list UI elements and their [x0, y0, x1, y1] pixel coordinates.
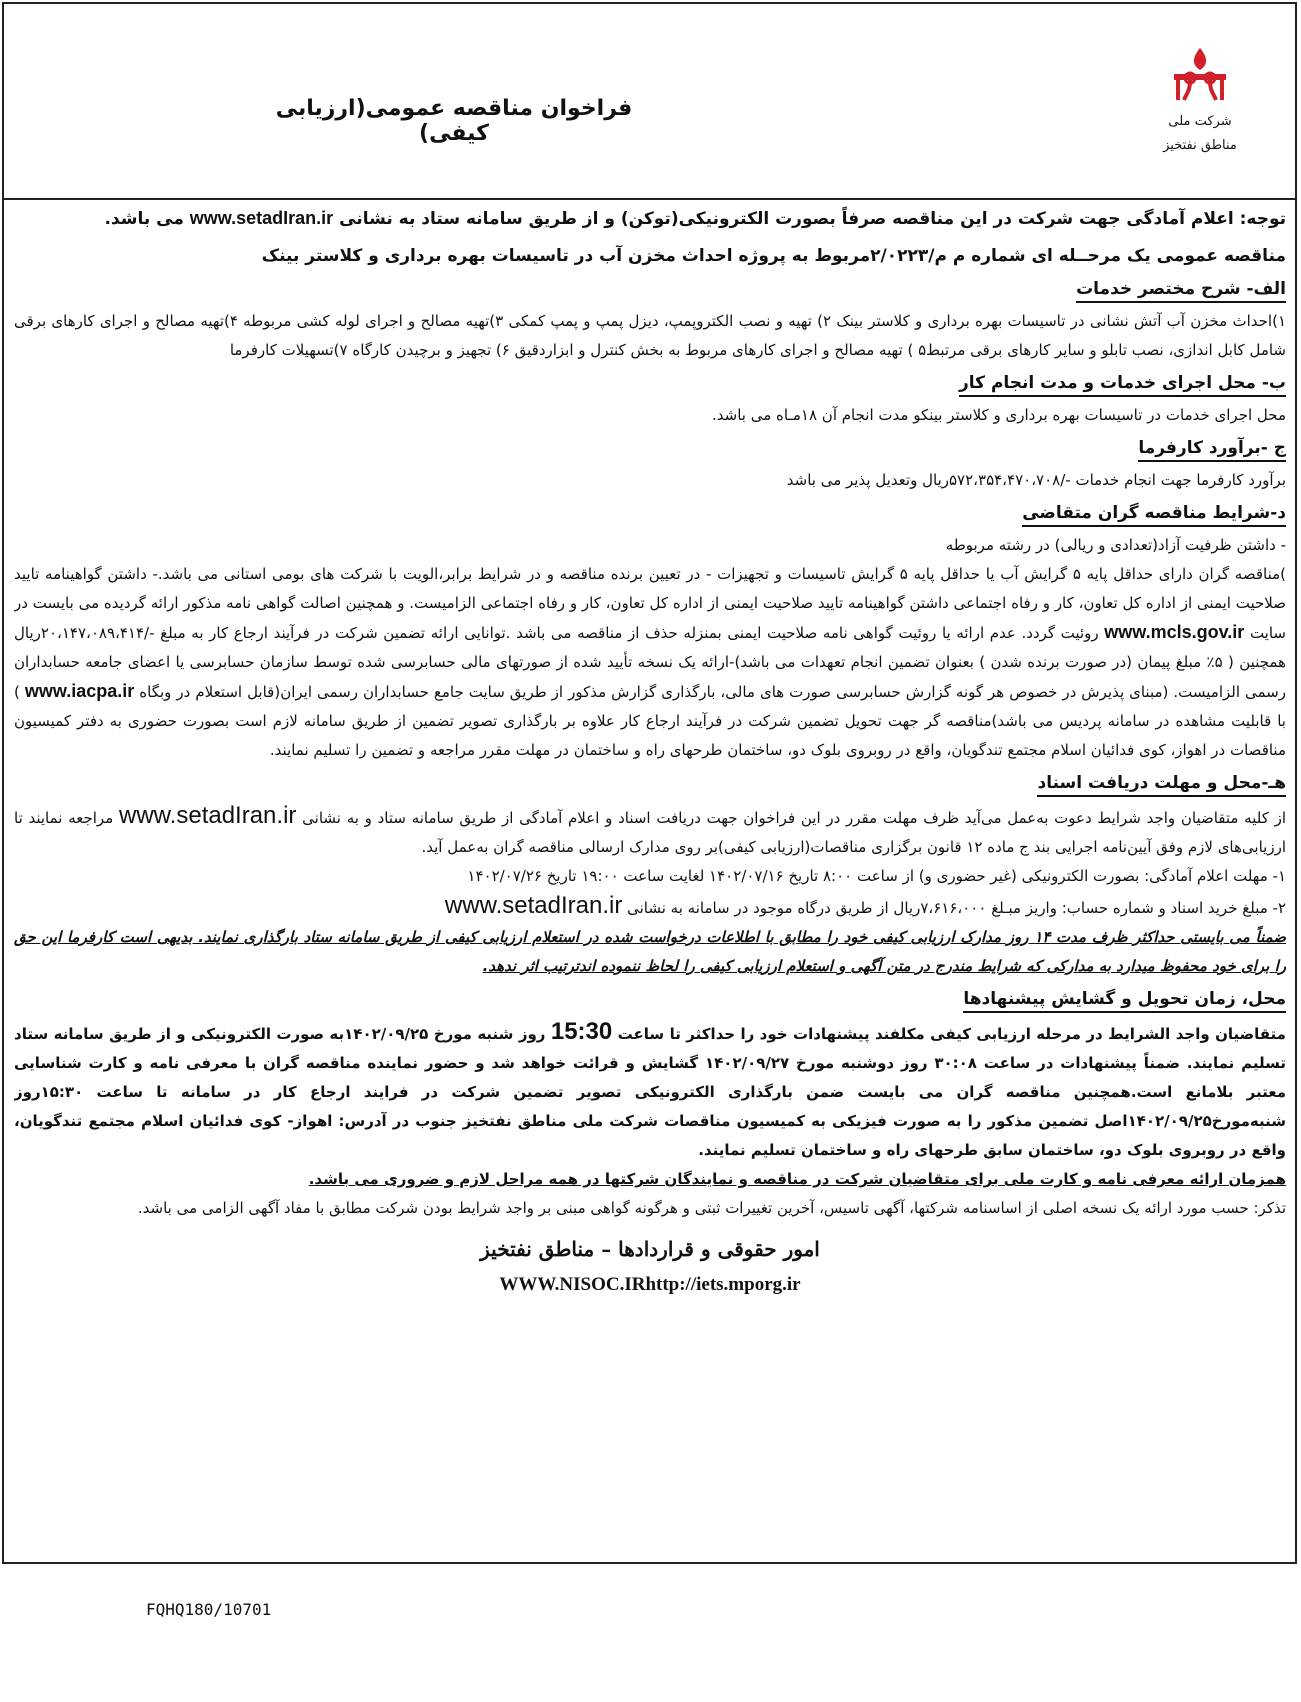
section-d-paragraph: )مناقصه گران دارای حداقل پایه ۵ گرایش آب یا حداقل پایه ۵ گرایش تاسیسات و تجهیزات - در تعیین برنده مناقصه و در شرایط برابر،الویت با شرکت های بومی استانی می باشد.- داشتن گواهینامه تایید صلاحیت ایمنی از اداره کل تعاون، کار و رفاه اجتماعی داشتن گواهینامه تایید صلاحیت ایمنی از اداره کل تعاون، کار و رفاه اجتماعی الزامیست. و همچنین اصالت گواهی نامه مذکور ارائه گردیده می بایست در سایت www.mcls.gov.ir روئیت گردد. عدم ارائه یا روئیت گواهی نامه صلاحیت ایمنی بمنزله حذف از مناقصه می باشد .توانایی ارائه تضمین شرکت در فرآیند ارجاع کار به مبلغ -/۲۰،۱۴۷،۰۸۹،۴۱۴ریال همچنین ( ۵٪ مبلغ پیمان (در صورت برنده شدن ) بعنوان تضمین انجام تعهدات می باشد)-ارائه یک نسخه تأیید شده از صورتهای مالی حسابرسی شده توسط سازمان حسابرسی یا اعضای جامعه حسابداران رسمی الزامیست. (مبنای پذیرش در خصوص هر گونه گزارش حسابرسی صورت های مالی، بارگذاری گزارش مذکور از طریق سایت جامع حسابداران رسمی ایران(قابل استعلام در وبگاه www.iacpa.ir ) با قابلیت مشاهده در سامانه پردیس می باشد)مناقصه گر جهت تحویل تضمین شرکت در فرآیند ارجاع کار علاوه بر بارگذاری تصویر تضمین از طریق سامانه لازم است بصورت حضوری به دفتر کمیسیون مناقصات در اهواز، کوی فدائیان اسلام مجتمع تندگویان، واقع در روبروی بلوک دو، ساختمان طرحهای راه و ساختمان در مهلت مقرر مراجعه و تضمین را تسلیم نمایند.: [14, 565, 1286, 759]
footer-websites[interactable]: WWW.NISOC.IRhttp://iets.mporg.ir: [499, 1274, 801, 1295]
setad-link-3[interactable]: www.setadIran.ir: [444, 892, 623, 919]
section-c-text: برآورد کارفرما جهت انجام خدمات -/۵۷۲،۳۵۴،۴۷۰،۷۰۸ریال وتعدیل پذیر می باشد: [786, 471, 1286, 489]
document-code: FQHQ180/10701: [146, 1600, 272, 1619]
id-card-note: همزمان ارائه معرفی نامه و کارت ملی برای متقاضیان شرکت در مناقصه و نمایندگان شرکتها در همه مراحل لازم و ضروری می باشد.: [308, 1170, 1286, 1188]
tender-notice-frame: [2, 2, 1297, 1564]
iacpa-link[interactable]: www.iacpa.ir: [24, 681, 135, 701]
section-d-line1: - داشتن ظرفیت آزاد(تعدادی و ریالی) در رشته مربوطه: [945, 536, 1286, 554]
section-e-heading: هـ-محل و مهلت دریافت اسناد: [1037, 771, 1286, 797]
company-logo: [1145, 44, 1255, 158]
section-e-item-1: ۱- مهلت اعلام آمادگی: بصورت الکترونیکی (غیر حضوری و) از ساعت ۸:۰۰ تاریخ ۱۴۰۲/۰۷/۱۶ لغایت ساعت ۱۹:۰۰ تاریخ ۱۴۰۲/۰۷/۲۶: [467, 867, 1286, 885]
section-b-heading: ب- محل اجرای خدمات و مدت انجام کار: [959, 371, 1286, 397]
section-a-text: ۱)احداث مخزن آب آتش نشانی در تاسیسات بهره برداری و کلاستر بینک ۲) تهیه و نصب الکتروپمپ، دیزل پمپ و پمپ کمکی ۳)تهیه مصالح و اجرای لوله کشی مربوطه ۴)تهیه مصالح و اجرای کارهای برقی شامل کابل اندازی، نصب تابلو و سایر کارهای برقی مرتبط۵ ) تهیه مصالح و اجرای کارهای مربوط به بخش کنترل و ابزاردقیق ۶) تجهیز و برچیدن کارگاه ۷)تسهیلات کارفرما: [14, 312, 1286, 359]
notice-body: [14, 204, 1286, 1564]
logo-line-1: شرکت ملی: [1168, 114, 1232, 129]
reminder-note: تذکر: حسب مورد ارائه یک نسخه اصلی از اساسنامه شرکتها، آگهی تاسیس، آخرین تغییرات ثبتی و هرگونه گواهی مبنی بر واجد شرایط بودن شرکت مطابق با مفاد آگهی الزامی می باشد.: [137, 1199, 1286, 1217]
mcls-link[interactable]: www.mcls.gov.ir: [1104, 622, 1245, 642]
section-f-paragraph: متقاضیان واجد الشرایط در مرحله ارزیابی کیفی مکلفند پیشنهادات خود را حداکثر تا ساعت 15:30 روز شنبه مورخ ۱۴۰۲/۰۹/۲۵به صورت الکترونیکی و از طریق سامانه ستاد تسلیم نمایند. ضمناً پیشنهادات در ساعت ۳۰:۰۸ روز دوشنبه مورخ ۱۴۰۲/۰۹/۲۷ گشایش و قرائت خواهد شد و حضور نماینده مناقصه گران با معرفی نامه و کارت شناسایی معتبر بلامانع است.همچنین مناقصه گران می بایست ضمن بارگذاری الکترونیکی تصویر تضمین شرکت در فرایند ارجاع کار در سامانه تا ساعت ۱۵:۳۰روز شنبه‌مورخ۱۴۰۲/۰۹/۲۵اصل تضمین مذکور را به صورت فیزیکی به کمیسیون مناقصات شرکت ملی مناطق نفتخیز جنوب در آدرس: اهواز- کوی فدائیان اسلام مجتمع تندگویان، واقع در روبروی بلوک دو، ساختمان سابق طرحهای راه و ساختمان تسلیم نمایند.: [14, 1018, 1286, 1159]
section-c-heading: ج -برآورد کارفرما: [1138, 436, 1286, 462]
electronic-notice: توجه: اعلام آمادگی جهت شرکت در این مناقصه صرفاً بصورت الکترونیکی(توکن) و از طریق سامانه ستاد به نشانی www.setadIran.ir می باشد.: [104, 208, 1286, 229]
section-e-item-2: ۲- مبلغ خرید اسناد و شماره حساب: واریز مبـلغ ۷،۶۱۶،۰۰۰ریال از طریق درگاه موجود در سامانه به نشانی www.setadIran.ir: [444, 892, 1286, 919]
tender-title: مناقصه عمومی یک مرحــله ای شماره م م/۲/۰۲۲۳مربوط به پروژه احداث مخزن آب در تاسیسات بهره برداری و کلاستر بینک: [261, 246, 1286, 266]
section-e-paragraph: از کلیه متقاضیان واجد شرایط دعوت به‌عمل می‌آید ظرف مهلت مقرر در این فراخوان جهت دریافت اسناد و اعلام آمادگی از طریق سامانه ستاد و به نشانی www.setadIran.ir مراجعه نمایند تا ارزیابی‌های لازم وفق آیین‌نامه اجرایی بند ج ماده ۱۲ قانون برگزاری مناقصات(ارزیابی کیفی)بر روی مدارک ارسالی مناقصه گران به‌عمل آید.: [14, 802, 1286, 856]
nisoc-flame-logo-icon: [1160, 44, 1240, 104]
section-b-text: محل اجرای خدمات در تاسیسات بهره برداری و کلاستر بینکو مدت انجام آن ۱۸مـاه می باشد.: [712, 406, 1286, 424]
deadline-time: 15:30: [550, 1018, 613, 1045]
setad-link[interactable]: www.setadIran.ir: [189, 208, 334, 228]
section-d-heading: د-شرایط مناقصه گران متقاضی: [1022, 501, 1286, 527]
setad-link-2[interactable]: www.setadIran.ir: [119, 802, 297, 829]
notice-header: [4, 4, 1295, 200]
section-e-note: ضمناً می بایستی حداکثر ظرف مدت ۱۴ روز مدارک ارزیابی کیفی خود را مطابق با اطلاعات درخواست شده در استعلام ارزیابی کیفی از طریق سامانه ستاد بارگذاری نمایند. بدیهی است کارفرما این حق را برای خود محفوظ میدارد به مدارکی که شرایط مندرج در متن آگهی و استعلام ارزیابی کیفی را لحاظ ننموده اندترتیب اثر ندهد.: [14, 928, 1286, 975]
logo-line-2: مناطق نفتخیز: [1163, 138, 1237, 153]
section-f-heading: محل، زمان تحویل و گشایش پیشنهادها: [963, 987, 1286, 1013]
legal-department: امور حقوقی و قراردادها – مناطق نفتخیز: [480, 1237, 820, 1261]
notice-title: فراخوان مناقصه عمومی(ارزیابی کیفی): [275, 96, 633, 146]
section-a-heading: الف- شرح مختصر خدمات: [1076, 277, 1286, 303]
